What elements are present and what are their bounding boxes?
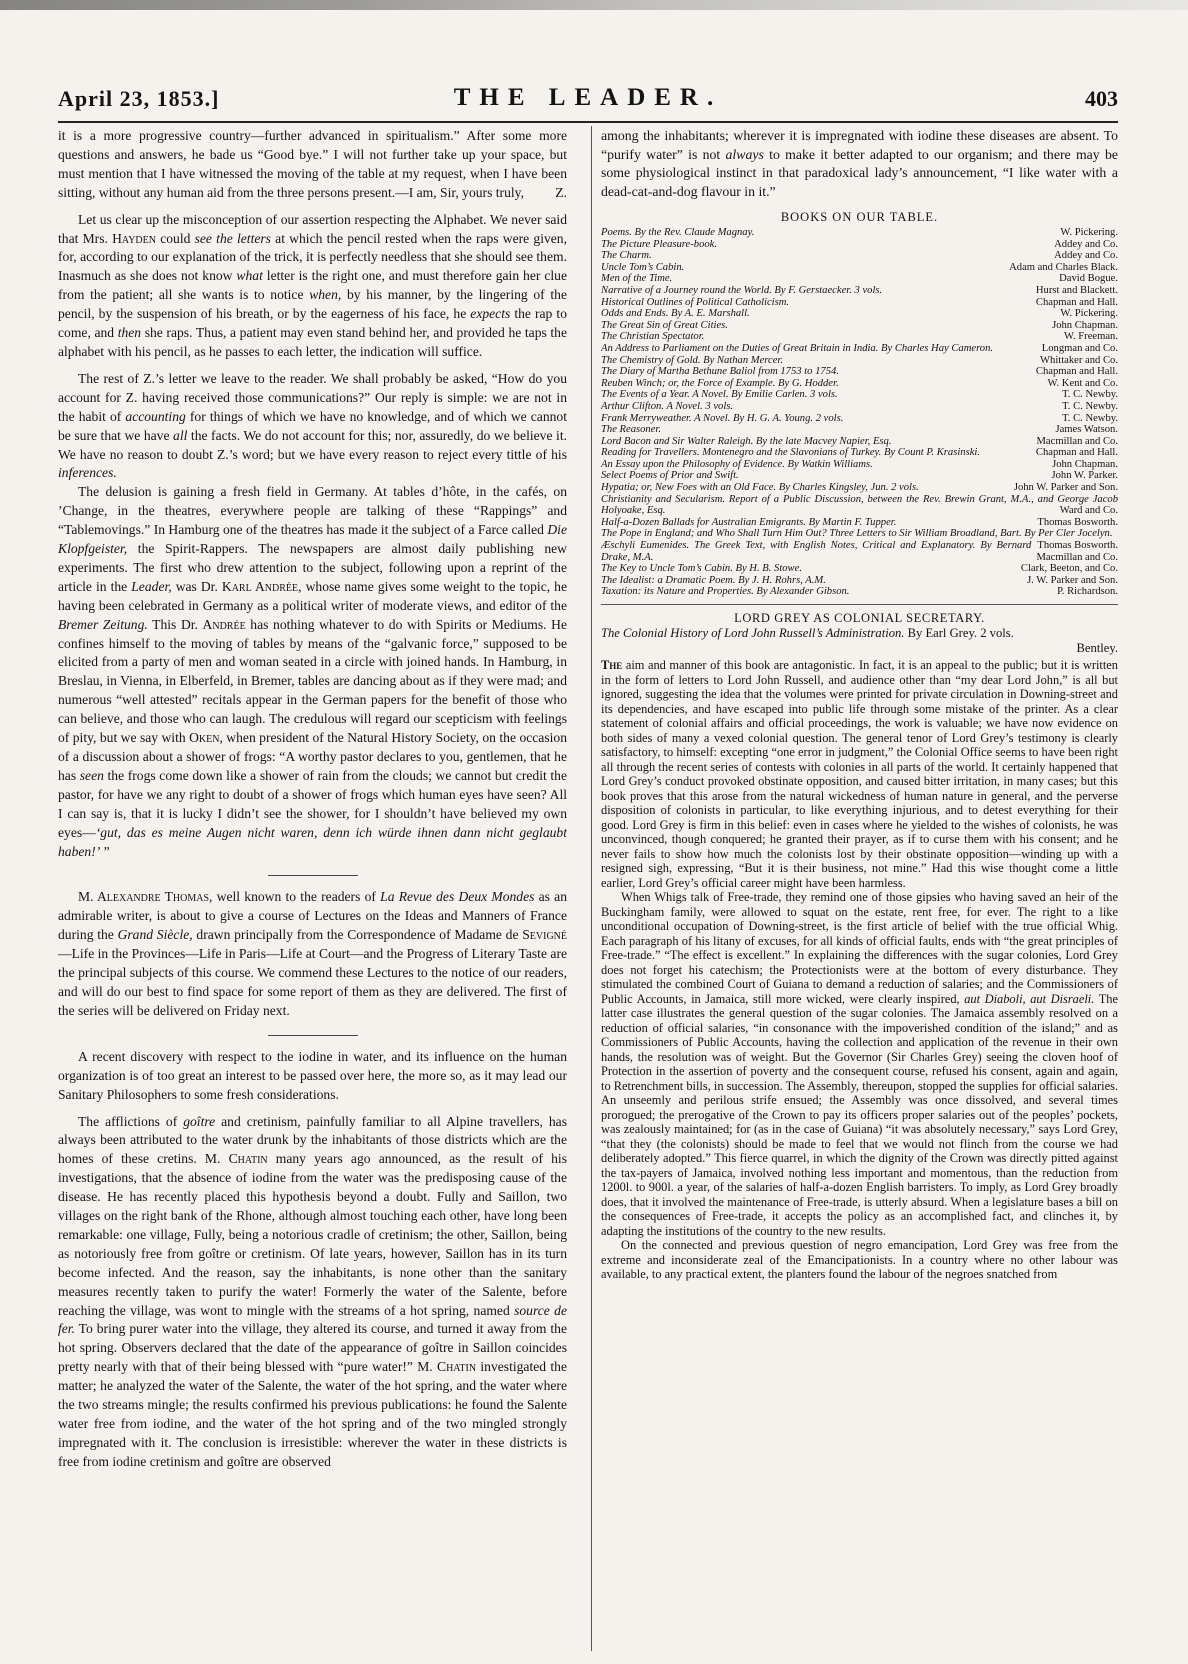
book-title: The Picture Pleasure-book. — [601, 238, 718, 250]
book-entry — [601, 331, 1118, 343]
book-publisher: John Chapman. — [1052, 319, 1118, 331]
book-publisher: W. Freeman. — [1063, 331, 1118, 343]
book-entry — [601, 575, 1118, 587]
book-publisher: Chapman and Hall. — [1035, 366, 1118, 378]
book-publisher: Whittaker and Co. — [1040, 354, 1118, 366]
article-paragraph: On the connected and previous question of negro emancipation, Lord Grey was free from the extreme and inconsiderate zeal of the Emancipationists. In a country where no other labour was available, to any practical extent, the planters found the labour of the negroes snatched from — [601, 1238, 1118, 1281]
scan-edge — [0, 0, 1188, 10]
book-entry — [601, 239, 1118, 251]
book-title: Hypatia; or, New Foes with an Old Face. By Charles Kingsley, Jun. 2 vols. — [601, 482, 919, 494]
book-entry — [601, 401, 1118, 413]
book-title: Select Poems of Prior and Swift. — [601, 470, 739, 482]
book-entry — [601, 389, 1118, 401]
letter-signature: Z. — [555, 184, 567, 200]
book-entry — [601, 494, 1118, 517]
book-title: Reading for Travellers. Montenegro and the Slavonians of Turkey. By Count P. Krasinski. — [601, 447, 980, 459]
goitre-paragraph: The afflictions of goître and cretinism, painfully familiar to all Alpine travellers, has always been attributed to the water drunk by the inhabitants of those districts which are the homes of these cretins. M. Chatin many years ago announced, as the result of his investigations, that the absence of iodine from the water was the predisposing cause of the disease. He has recently placed this hypothesis beyond a doubt. Fully and Saillon, two villages on the right bank of the Rhone, although almost touching each other, have long been remarkable: one village, Fully, being a notorious cradle of cretinism; the other, Saillon, being as notoriously free from goître or cretinism. Of late years, however, Saillon has in its turn become infected. And the reason, say the inhabitants, is none other than the sanitary measures recently taken to purify the water! Formerly the water of the Salente, before reaching the village, was wont to mingle with the streams of a hot spring, named source de fer. To bring purer water into the village, they altered its course, and turned it away from the hot spring. Observers declared that the date of the appearance of goître in Saillon coincides pretty nearly with that of their being blessed with “pure water!” M. Chatin investigated the matter; he analyzed the water of the Salente, the water of the hot spring, and the water where the two streams mingle; the results confirmed his previous publications: he found the Salente water free from iodine, and the water of the hot spring and of the two mingled strongly impregnated with it. The conclusion is irresistible: wherever the water in these districts is free from iodine cretinism and goître are observed — [58, 1113, 567, 1469]
book-publisher: T. C. Newby. — [1062, 389, 1118, 401]
book-entry — [601, 586, 1118, 598]
book-publisher: Thomas Bosworth. — [1037, 516, 1118, 528]
section-separator — [268, 1035, 358, 1036]
left-column — [58, 127, 567, 1651]
book-publisher: Addey and Co. — [1054, 238, 1118, 250]
book-title: Uncle Tom’s Cabin. — [601, 261, 685, 273]
book-entry — [601, 227, 1118, 239]
book-entry — [601, 297, 1118, 309]
book-entry — [601, 413, 1118, 425]
page-number: 403 — [1085, 86, 1118, 111]
book-publisher: Clark, Beeton, and Co. — [1020, 563, 1118, 575]
book-publisher: Adam and Charles Black. — [1009, 261, 1118, 273]
books-list — [601, 227, 1118, 598]
book-title: The Reasoner. — [601, 424, 662, 436]
book-title: Historical Outlines of Political Catholicism. — [601, 296, 790, 308]
book-title: The Key to Uncle Tom’s Cabin. By H. B. Stowe. — [601, 563, 802, 575]
book-entry — [601, 470, 1118, 482]
book-title: The Idealist: a Dramatic Poem. By J. H. Rohrs, A.M. — [601, 574, 826, 586]
book-title: The Charm. — [601, 250, 652, 262]
book-title: Taxation: its Nature and Properties. By Alexander Gibson. — [601, 586, 850, 598]
book-entry — [601, 285, 1118, 297]
iodine-intro-paragraph: A recent discovery with respect to the iodine in water, and its influence on the human organization is of too great an interest to be passed over here, the more so, as it may lead our Sanitary Philosophers to some fresh considerations. — [58, 1048, 567, 1102]
book-title: Half-a-Dozen Ballads for Australian Emigrants. By Martin F. Tupper. — [601, 516, 897, 528]
book-entry — [601, 343, 1118, 355]
reviewed-book: The Colonial History of Lord John Russell’s Administration. By Earl Grey. 2 vols. Bentley. — [601, 626, 1118, 655]
book-title: The Great Sin of Great Cities. — [601, 319, 728, 331]
book-title: The Chemistry of Gold. By Nathan Mercer. — [601, 354, 784, 366]
book-entry — [601, 262, 1118, 274]
book-publisher: W. Kent and Co. — [1047, 377, 1118, 389]
book-publisher: Macmillan and Co. — [1036, 435, 1118, 447]
book-entry — [601, 424, 1118, 436]
masthead-title: THE LEADER. — [453, 84, 723, 111]
book-title: Reuben Winch; or, the Force of Example. By G. Hodder. — [601, 377, 839, 389]
letter-ending: it is a more progressive country—further advanced in spiritualism.” After some more questions and answers, he bade us “Good bye.” I will not further take up your space, but must mention that I have witnessed the moving of the table at my request, when I have been sitting, without any human aid from the three persons present.—I am, Sir, yours truly, Z. — [58, 127, 567, 203]
book-publisher: T. C. Newby. — [1062, 412, 1118, 424]
book-publisher: W. Pickering. — [1060, 227, 1118, 238]
issue-date: April 23, 1853.] — [58, 86, 220, 111]
book-entry — [601, 273, 1118, 285]
article-heading: LORD GREY AS COLONIAL SECRETARY. — [734, 611, 985, 625]
book-publisher: Chapman and Hall. — [1035, 447, 1118, 459]
book-title: Æschyli Eumenides. The Greek Text, with English Notes, Critical and Explanatory. By Bernard Drake, M.A. — [601, 540, 1032, 563]
book-publisher: T. C. Newby. — [1062, 400, 1118, 412]
book-entry — [601, 250, 1118, 262]
book-entry — [601, 366, 1118, 378]
book-title: The Christian Spectator. — [601, 331, 705, 343]
book-publisher: John W. Parker. — [1051, 470, 1118, 482]
book-entry — [601, 436, 1118, 448]
article-paragraph: The aim and manner of this book are antagonistic. In fact, it is an appeal to the public; but it is written in the form of letters to Lord John Russell, and audience other than “my dear Lord John,” is all but ignored, suggesting the idea that the volumes were printed for private circulation in Downing-street and its dependencies, and have escaped into public life through some mistake of the printer. As a clear statement of colonial affairs and official proceedings, the work is valuable; we have now evidence on both sides of many a vexed colonial question. The general tenor of Lord Grey’s testimony is clearly satisfactory, to himself: excepting “one error in judgment,” the Colonial Office seems to have been right all through the recent series of contests with colonies in all parts of the world. It certainly happened that Lord Grey’s conduct provoked obstinate opposition, and caused bitter irritation, in many cases; but this book proves that this arose from the natural wickedness of human nature in general, and the perverse disposition of colonists in particular, to like everything injurious, and to detest everything for their good. Lord Grey is firm in this belief: even in cases where he yielded to the wishes of colonists, he was unconvinced, though conquered; he granted their prayer, as if to curse them with his consent; and he never fails to show how much the colonists lost by their obstinate opposition—winding up with a resigned sigh, expressing, “But it is their business, not mine.” Had this wise thought come a little earlier, Lord Grey’s official career might have been harmless. — [601, 658, 1118, 890]
letter-response-paragraph: The rest of Z.’s letter we leave to the reader. We shall probably be asked, “How do you account for Z. having received those communications?” Our reply is simple: we are not in the habit of accounting for things of which we have no knowledge, and of which we cannot be sure that we have all the facts. We do not account for this; nor, assuredly, do we believe it. We have no reason to doubt Z.’s word; but we have every reason to reject every tittle of his inferences. — [58, 370, 567, 481]
alphabet-paragraph: Let us clear up the misconception of our assertion respecting the Alphabet. We never said that Mrs. Hayden could see the letters at which the pencil rested when the raps were given, for, according to our explanation of the trick, it is perfectly needless that she should see them. Inasmuch as she does not know what letter is the right one, and must therefore gain her clue from the patient; all she wants is to notice when, by his manner, by the lingering of the pencil, by the suspension of his breath, or by the eagerness of his face, he expects the rap to come, and then she raps. Thus, a patient may even stand behind her, and provided he taps the alphabet with his pencil, as he passes to each letter, the indication will suffice. — [58, 211, 567, 359]
book-title: The Diary of Martha Bethune Baliol from 1753 to 1754. — [601, 366, 839, 378]
book-entry — [601, 355, 1118, 367]
book-publisher: Ward and Co. — [1059, 505, 1118, 517]
book-entry — [601, 517, 1118, 529]
book-title: Men of the Time. — [601, 273, 673, 285]
book-title: Lord Bacon and Sir Walter Raleigh. By the late Macvey Napier, Esq. — [601, 435, 892, 447]
book-publisher: John W. Parker and Son. — [1013, 482, 1118, 494]
section-rule — [601, 604, 1118, 605]
book-publisher: Addey and Co. — [1054, 250, 1118, 262]
section-separator — [268, 875, 358, 876]
book-publisher: James Watson. — [1055, 424, 1118, 436]
iodine-conclusion: among the inhabitants; wherever it is impregnated with iodine these diseases are absent. To “purify water” is not always to make it better adapted to our organism; and there may be some physiological instinct in that paradoxical lady’s announcement, “I like water with a dead-cat-and-dog flavour in it.” — [601, 128, 1118, 199]
germany-paragraph: The delusion is gaining a fresh field in Germany. At tables d’hôte, in the cafés, on ’Change, in the theatres, everywhere people are talking of these “Rappings” and “Tablemovings.” In Hamburg one of the theatres has made it the subject of a Farce called Die Klopfgeister, the Spirit-Rappers. The newspapers are almost daily publishing new experiments. The first who drew attention to the subject, following upon a reprint of the article in the Leader, was Dr. Karl Andrée, whose name gives some weight to the topic, he having been celebrated in Germany as a political writer of moderate views, and editor of the Bremer Zeitung. This Dr. Andrée has nothing whatever to do with Spirits or Mediums. He confines himself to the moving of tables by means of the “galvanic force,” supposed to be elicited from a party of men and woman seated in a circle with joined hands. In Hamburg, in Breslau, in Vienna, in Elberfeld, in Bremer, tables are dancing about as if they were mad; and numerous “well attested” recitals appear in the German papers for the benefit of those who can believe, and those who can laugh. The credulous will regard our scepticism with feelings of pity, but we say with Oken, when president of the Natural History Society, on the occasion of a discussion about a shower of frogs: “A worthy pastor declares to you, gentlemen, that he has seen the frogs come down like a shower of rain from the clouds; we cannot but credit the pastor, for have we any right to doubt of a shower of frogs which human eyes have seen? All I can say is, that it is lucky I didn’t see the shower, for I shouldn’t have believed my own eyes—‘gut, das es meine Augen nicht waren, denn ich würde ihnen dann nicht geglaubt haben!’ ” — [58, 484, 567, 859]
book-title: Christianity and Secularism. Report of a Public Discussion, between the Rev. Brewin Grant, M.A., and George Jacob Holyoake, Esq. — [601, 493, 1118, 517]
book-publisher: J. W. Parker and Son. — [1027, 574, 1118, 586]
book-title: The Pope in England; and Who Shall Turn Him Out? Three Letters to Sir William Broadland, Bart. By Per Cler Jocelyn. — [601, 528, 1113, 540]
book-publisher: David Bogue. — [1059, 273, 1118, 285]
book-publisher: P. Richardson. — [1057, 586, 1118, 598]
header-rule — [58, 121, 1118, 123]
book-title: Frank Merryweather. A Novel. By H. G. A. Young. 2 vols. — [601, 412, 844, 424]
book-title: An Essay upon the Philosophy of Evidence. By Watkin Williams. — [601, 458, 873, 470]
article-body — [601, 658, 1118, 1282]
book-title: Poems. By the Rev. Claude Magnay. — [601, 227, 755, 238]
book-publisher: John Chapman. — [1052, 458, 1118, 470]
book-title: The Events of a Year. A Novel. By Emilie Carlen. 3 vols. — [601, 389, 838, 401]
book-entry — [601, 378, 1118, 390]
book-entry — [601, 320, 1118, 332]
book-title: Narrative of a Journey round the World. By F. Gerstaecker. 3 vols. — [601, 284, 883, 296]
article-paragraph: When Whigs talk of Free-trade, they remind one of those gipsies who having saved an heir of the Buckingham family, were allowed to squat on the estate, rent free, for ever. The right to a like unconditional occupation of Downing-street, is the first article of belief with the true official Whig. Each paragraph of his litany of excuses, for all kinds of official faults, ends with “the great principles of Free-trade.” “The effect is excellent.” In explaining the differences with the sugar colonies, Lord Grey does not forget his catechism; the Protectionists were at the bottom of every disturbance. They stimulated the combined Court of Guiana to demand a reduction of salaries; and the Commissioners of Public Accounts, in Jamaica, still more wicked, were clearly inspired, aut Diaboli, aut Disraeli. The latter case illustrates the general question of the sugar colonies. The Jamaica assembly resolved on a reduction of official salaries, “in consonance with the impoverished condition of the island;” and as Commissioners of Public Accounts, having the collection and application of the revenue in their own hands, the resolution was of weight. But the Governor (Sir Charles Grey) seeing the cloven hoof of Protection in the assertion of poverty and the consequent course, refused his consent, again and again, to Retrenchment bills, in succession. The Assembly, thereupon, stopped the supplies for official salaries. An unseemly and perilous strife ensued; the Assembly was once dissolved, and several times prorogued; the prerogative of the Crown to pay its officers proper salaries out of the peoples’ pockets, was zealously maintained; for (as in the case of Guiana) “it was absolutely necessary,” says Lord Grey, “that they (the colonists) should be made to feel that we would not flinch from the course we had deliberately adopted.” This fierce quarrel, in which the dignity of the Crown was directly pitted against the tax-payers of Jamaica, involved nothing less important and momentous, than the reduction from 1200l. to 900l. a year, of the salaries of half-a-dozen English barristers. To imply, as Lord Grey broadly does, that it involved the maintenance of Free-trade, is utterly absurd. When a legislature bases a bill on the consequences of Free-trade, it accepts the policy as an accomplished fact, and clinches it, by adapting the institutions of the country to the new results. — [601, 890, 1118, 1238]
right-column — [601, 127, 1118, 1651]
books-heading: BOOKS ON OUR TABLE. — [780, 210, 939, 224]
book-title: Arthur Clifton. A Novel. 3 vols. — [601, 400, 734, 412]
book-publisher: Macmillan and Co. — [1036, 551, 1118, 563]
book-entry — [601, 308, 1118, 320]
book-entry — [601, 563, 1118, 575]
book-publisher: Chapman and Hall. — [1035, 296, 1118, 308]
lectures-paragraph: M. Alexandre Thomas, well known to the readers of La Revue des Deux Mondes as an admirable writer, is about to give a course of Lectures on the Ideas and Manners of France during the Grand Siècle, drawn principally from the Correspondence of Madame de Sevigné—Life in the Provinces—Life in Paris—Life at Court—and the Progress of Literary Taste are the principal subjects of this course. We commend these Lectures to the notice of our readers, and will do our best to find space for some report of them as they are delivered. The first of the series will be delivered on Friday next. — [58, 889, 567, 1018]
book-publisher: Longman and Co. — [1041, 342, 1118, 354]
book-title: Odds and Ends. By A. E. Marshall. — [601, 308, 750, 320]
book-entry — [601, 459, 1118, 471]
book-publisher: W. Pickering. — [1060, 308, 1118, 320]
book-entry — [601, 482, 1118, 494]
book-publisher: Hurst and Blackett. — [1035, 284, 1118, 296]
column-divider — [591, 126, 592, 1651]
book-publisher: Thomas Bosworth. — [1037, 540, 1118, 552]
book-entry — [601, 447, 1118, 459]
page-header — [58, 78, 1118, 118]
book-title: An Address to Parliament on the Duties of Great Britain in India. By Charles Hay Cameron. — [601, 342, 994, 354]
